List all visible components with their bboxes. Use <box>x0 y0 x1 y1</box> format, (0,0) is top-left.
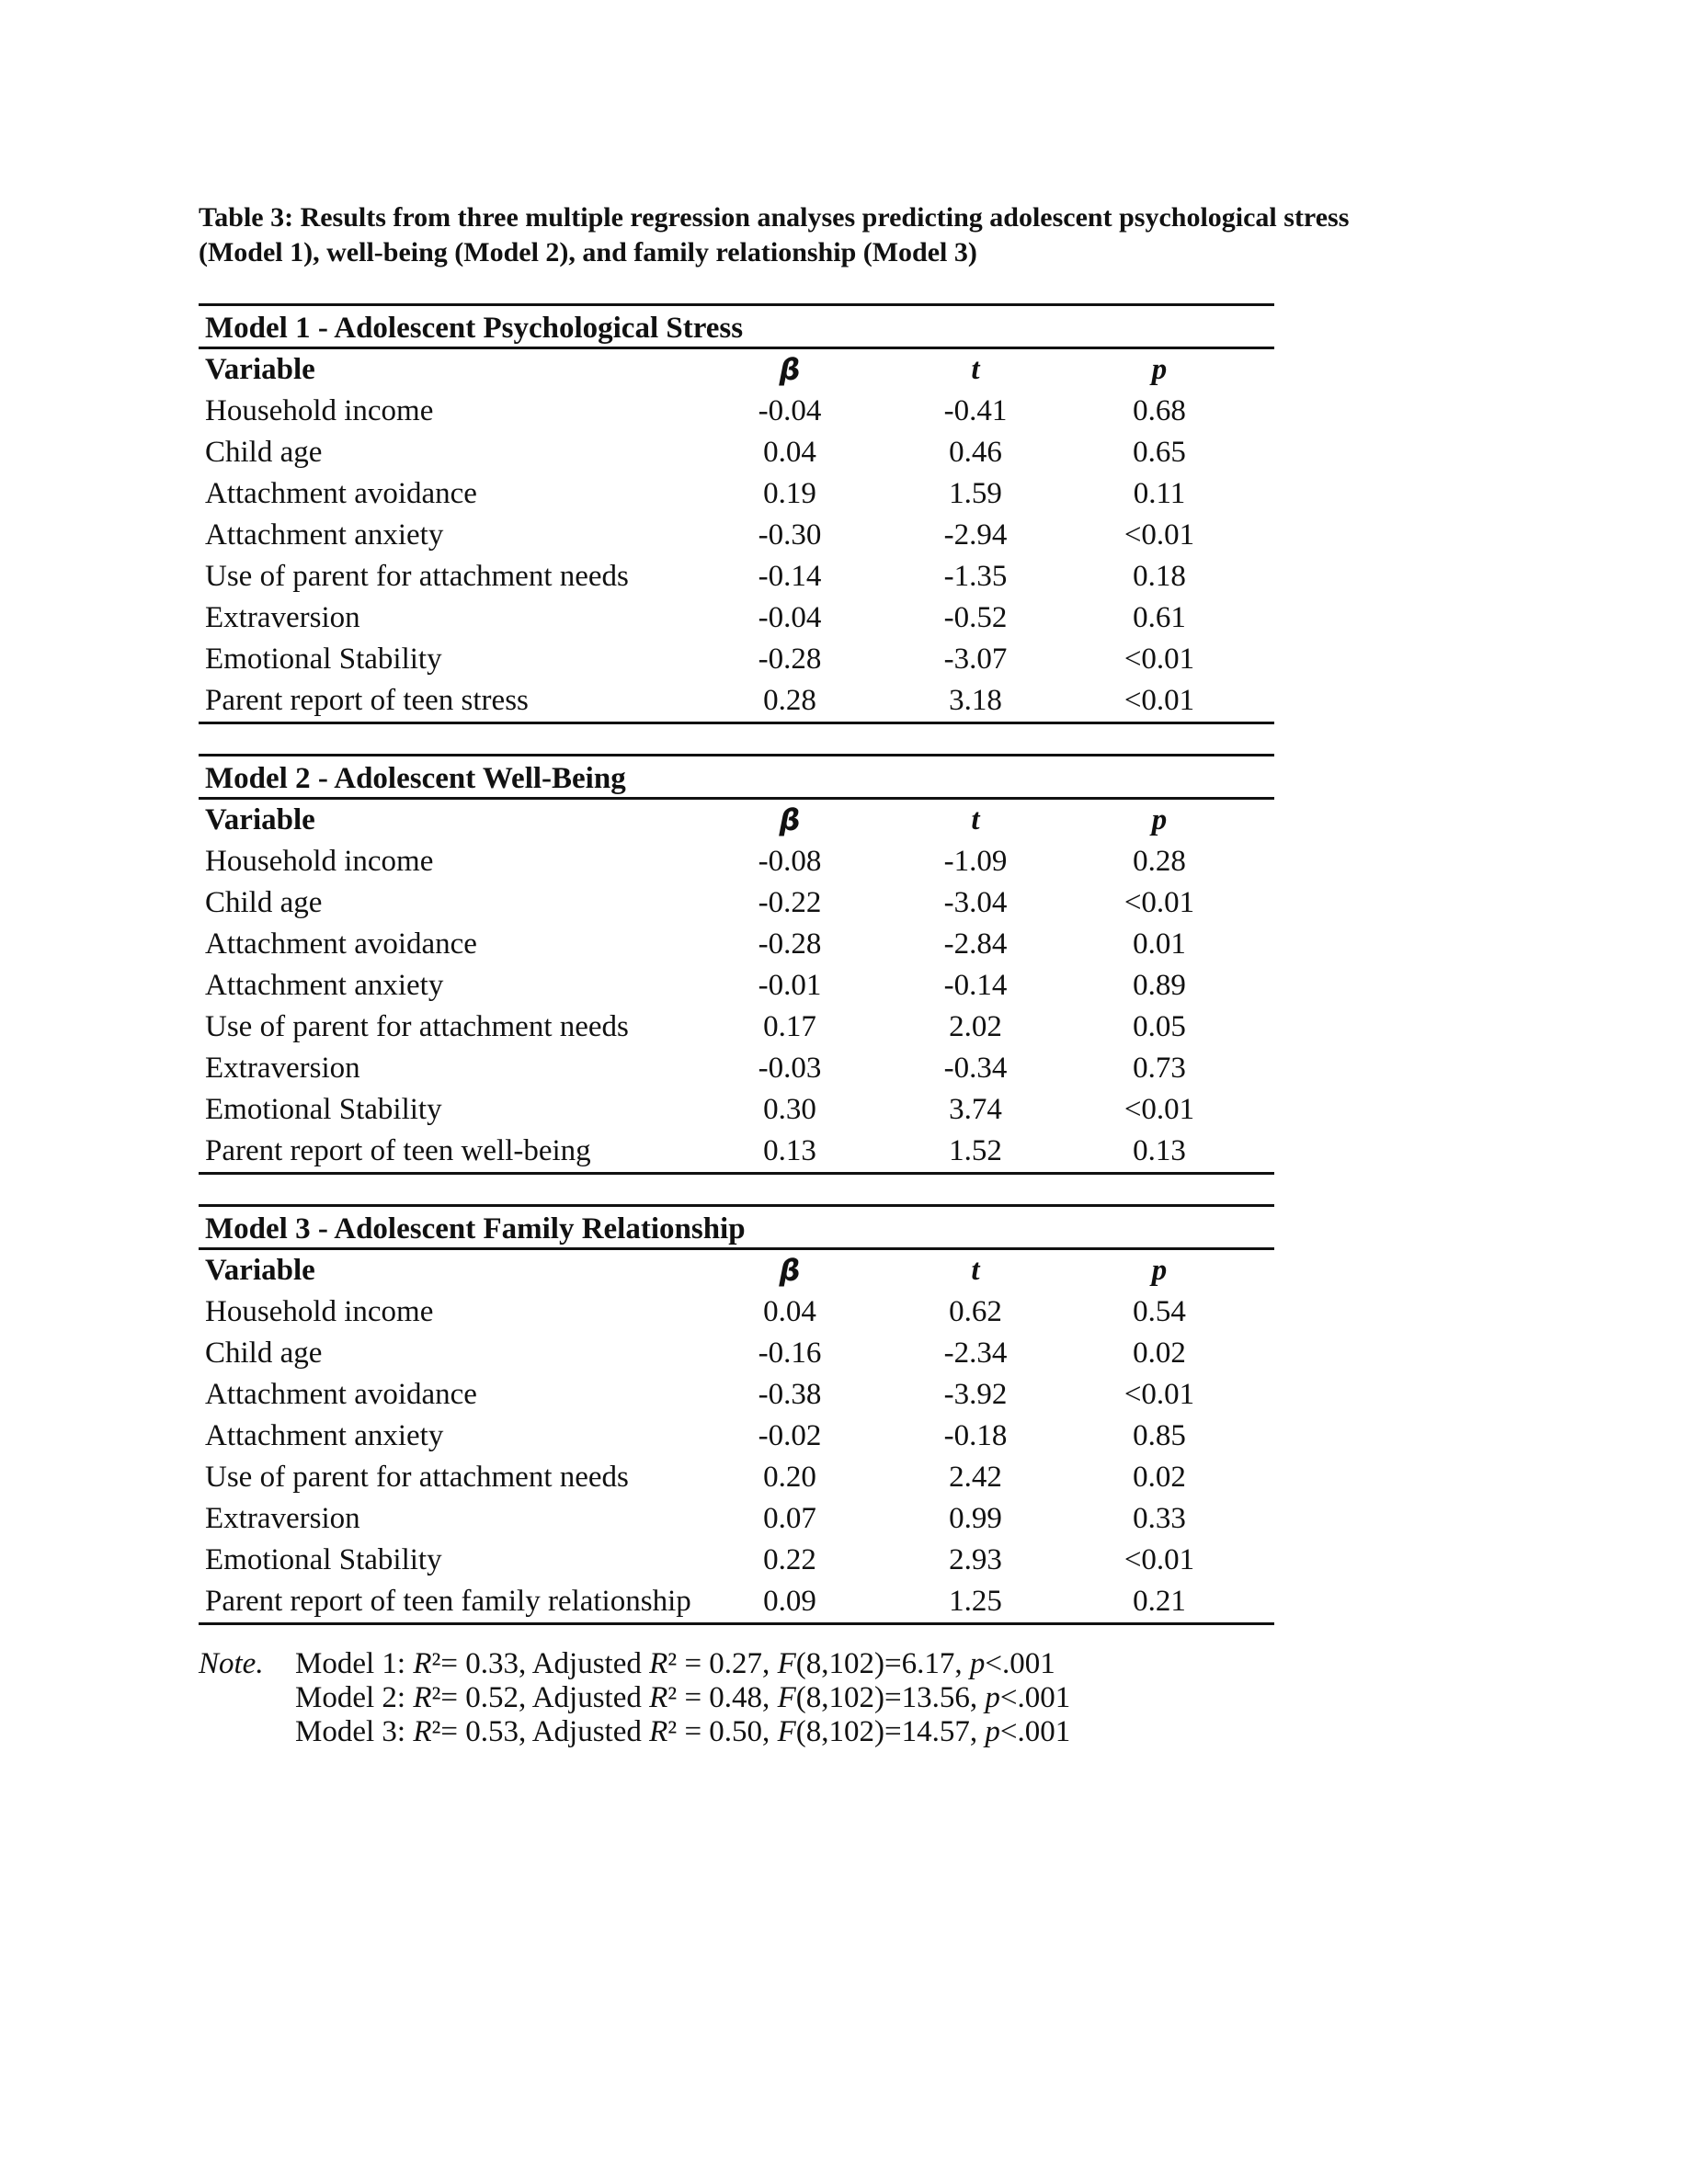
variable-cell: Child age <box>205 886 323 919</box>
t-cell: 2.42 <box>949 1461 1002 1494</box>
note-r2: = 0.53, Adjusted <box>440 1715 650 1748</box>
model-title: Model 3 - Adolescent Family Relationship <box>205 1212 746 1246</box>
table-row <box>199 1007 1274 1048</box>
header-beta: β <box>779 802 801 837</box>
note-label: Note. <box>199 1647 264 1680</box>
t-cell: -3.92 <box>943 1378 1008 1411</box>
table-row <box>199 924 1274 965</box>
bottom-rule <box>199 1622 1274 1625</box>
note-r-symbol: R <box>649 1647 668 1680</box>
variable-cell: Parent report of teen stress <box>205 684 529 717</box>
table-row <box>199 391 1274 432</box>
header-t: t <box>971 1254 980 1287</box>
p-cell: 0.18 <box>1133 560 1186 593</box>
t-cell: -3.04 <box>943 886 1008 919</box>
bottom-rule <box>199 1172 1274 1175</box>
variable-cell: Household income <box>205 394 434 427</box>
beta-cell: -0.03 <box>758 1052 822 1085</box>
beta-cell: -0.28 <box>758 643 822 676</box>
beta-cell: 0.09 <box>763 1585 816 1618</box>
note-adj-r2: = 0.48, <box>677 1681 778 1714</box>
variable-cell: Attachment avoidance <box>205 927 477 961</box>
header-p: p <box>1151 1254 1168 1287</box>
model-table-1 <box>199 303 1274 724</box>
caption-line-1: Table 3: Results from three multiple regression analyses predicting adolescent psychological stress <box>199 202 1350 233</box>
table-row <box>199 432 1274 473</box>
t-cell: -0.34 <box>943 1052 1008 1085</box>
beta-cell: -0.02 <box>758 1419 822 1452</box>
note-p-symbol: p <box>969 1647 986 1680</box>
note-superscript: ² <box>667 1715 678 1748</box>
p-cell: 0.61 <box>1133 601 1186 634</box>
table-caption <box>199 200 1504 270</box>
table-row <box>199 515 1274 556</box>
note-r2: = 0.52, Adjusted <box>440 1681 650 1714</box>
t-cell: 0.46 <box>949 436 1002 469</box>
variable-cell: Emotional Stability <box>205 1093 442 1126</box>
beta-cell: -0.22 <box>758 886 822 919</box>
model-table-3 <box>199 1204 1274 1625</box>
note-adj-r2: = 0.50, <box>677 1715 778 1748</box>
table-row <box>199 1291 1274 1333</box>
variable-cell: Emotional Stability <box>205 643 442 676</box>
beta-cell: 0.30 <box>763 1093 816 1126</box>
beta-cell: 0.04 <box>763 1295 816 1328</box>
note-p-value: <.001 <box>999 1715 1071 1748</box>
t-cell: 0.62 <box>949 1295 1002 1328</box>
p-cell: <0.01 <box>1123 1543 1195 1576</box>
t-cell: 1.52 <box>949 1134 1002 1167</box>
note-p-symbol: p <box>985 1715 1000 1748</box>
p-cell: <0.01 <box>1123 886 1195 919</box>
p-cell: 0.89 <box>1133 969 1186 1002</box>
p-cell: 0.65 <box>1133 436 1186 469</box>
variable-cell: Use of parent for attachment needs <box>205 1010 629 1043</box>
header-variable: Variable <box>205 1254 315 1287</box>
note-line <box>295 1647 1070 1681</box>
note-r-symbol: R <box>413 1681 432 1714</box>
t-cell: 3.18 <box>949 684 1002 717</box>
variable-cell: Child age <box>205 436 323 469</box>
variable-cell: Emotional Stability <box>205 1543 442 1576</box>
variable-cell: Extraversion <box>205 1052 360 1085</box>
p-cell: 0.13 <box>1133 1134 1186 1167</box>
table-row <box>199 1374 1274 1416</box>
t-cell: -0.18 <box>943 1419 1008 1452</box>
beta-cell: -0.04 <box>758 394 822 427</box>
variable-cell: Use of parent for attachment needs <box>205 560 629 593</box>
t-cell: 1.25 <box>949 1585 1002 1618</box>
t-cell: 0.99 <box>949 1502 1002 1535</box>
note-model: Model 2: <box>295 1681 414 1714</box>
t-cell: -1.09 <box>943 845 1008 878</box>
note-r2: = 0.33, Adjusted <box>440 1647 650 1680</box>
p-cell: 0.01 <box>1133 927 1186 961</box>
p-cell: 0.28 <box>1133 845 1186 878</box>
note-f-value: (8,102)=6.17, <box>795 1647 970 1680</box>
beta-cell: 0.13 <box>763 1134 816 1167</box>
table-row <box>199 841 1274 882</box>
note-f-value: (8,102)=14.57, <box>795 1715 986 1748</box>
beta-cell: 0.22 <box>763 1543 816 1576</box>
variable-cell: Attachment anxiety <box>205 1419 444 1452</box>
t-cell: -2.84 <box>943 927 1008 961</box>
caption-line-2: (Model 1), well-being (Model 2), and family relationship (Model 3) <box>199 237 977 267</box>
p-cell: <0.01 <box>1123 643 1195 676</box>
p-cell: 0.02 <box>1133 1337 1186 1370</box>
table-row <box>199 556 1274 597</box>
note-r-symbol: R <box>413 1647 432 1680</box>
p-cell: 0.05 <box>1133 1010 1186 1043</box>
p-cell: 0.21 <box>1133 1585 1186 1618</box>
table-row <box>199 1457 1274 1498</box>
variable-cell: Attachment anxiety <box>205 969 444 1002</box>
table-row <box>199 1048 1274 1089</box>
variable-cell: Parent report of teen family relationship <box>205 1585 691 1618</box>
note-r-symbol: R <box>649 1681 668 1714</box>
t-cell: -0.14 <box>943 969 1008 1002</box>
column-header-row <box>199 800 1274 841</box>
model-title: Model 1 - Adolescent Psychological Stress <box>205 312 744 345</box>
beta-cell: -0.30 <box>758 518 822 552</box>
table-row <box>199 1581 1274 1622</box>
header-beta: β <box>779 1253 801 1288</box>
p-cell: 0.68 <box>1133 394 1186 427</box>
p-cell: 0.33 <box>1133 1502 1186 1535</box>
note-lines <box>295 1647 1070 1749</box>
column-header-row <box>199 349 1274 391</box>
column-header-row <box>199 1250 1274 1291</box>
beta-cell: 0.19 <box>763 477 816 510</box>
beta-cell: -0.08 <box>758 845 822 878</box>
t-cell: 2.93 <box>949 1543 1002 1576</box>
p-cell: 0.73 <box>1133 1052 1186 1085</box>
variable-cell: Parent report of teen well-being <box>205 1134 591 1167</box>
header-t: t <box>971 803 980 836</box>
t-cell: 1.59 <box>949 477 1002 510</box>
header-p: p <box>1151 803 1168 836</box>
table-row <box>199 639 1274 680</box>
table-row <box>199 1089 1274 1131</box>
variable-cell: Attachment anxiety <box>205 518 444 552</box>
t-cell: 2.02 <box>949 1010 1002 1043</box>
note-superscript: ² <box>667 1681 678 1714</box>
p-cell: 0.85 <box>1133 1419 1186 1452</box>
variable-cell: Attachment avoidance <box>205 1378 477 1411</box>
p-cell: <0.01 <box>1123 684 1195 717</box>
p-cell: 0.02 <box>1133 1461 1186 1494</box>
beta-cell: 0.04 <box>763 436 816 469</box>
table-row <box>199 1498 1274 1540</box>
table-row <box>199 965 1274 1007</box>
note-line <box>295 1681 1070 1715</box>
bottom-rule <box>199 722 1274 724</box>
note-f-symbol: F <box>777 1647 796 1680</box>
note-superscript: ² <box>431 1647 441 1680</box>
note-line <box>295 1715 1070 1749</box>
table-row <box>199 473 1274 515</box>
note-adj-r2: = 0.27, <box>677 1647 778 1680</box>
note-f-symbol: F <box>777 1681 796 1714</box>
note-r-symbol: R <box>413 1715 432 1748</box>
header-variable: Variable <box>205 803 315 836</box>
note-p-symbol: p <box>985 1681 1000 1714</box>
t-cell: -0.41 <box>943 394 1008 427</box>
note-superscript: ² <box>431 1715 441 1748</box>
note-superscript: ² <box>667 1647 678 1680</box>
note-superscript: ² <box>431 1681 441 1714</box>
beta-cell: -0.38 <box>758 1378 822 1411</box>
beta-cell: -0.14 <box>758 560 822 593</box>
variable-cell: Extraversion <box>205 601 360 634</box>
variable-cell: Household income <box>205 845 434 878</box>
header-t: t <box>971 353 980 386</box>
variable-cell: Attachment avoidance <box>205 477 477 510</box>
t-cell: -2.34 <box>943 1337 1008 1370</box>
model-table-2 <box>199 754 1274 1175</box>
beta-cell: 0.28 <box>763 684 816 717</box>
p-cell: 0.11 <box>1133 477 1186 510</box>
table-row <box>199 680 1274 722</box>
note-r-symbol: R <box>649 1715 668 1748</box>
beta-cell: -0.01 <box>758 969 822 1002</box>
note-f-symbol: F <box>777 1715 796 1748</box>
t-cell: 3.74 <box>949 1093 1002 1126</box>
note-model: Model 1: <box>295 1647 414 1680</box>
p-cell: <0.01 <box>1123 518 1195 552</box>
beta-cell: 0.07 <box>763 1502 816 1535</box>
table-row <box>199 1333 1274 1374</box>
beta-cell: 0.17 <box>763 1010 816 1043</box>
p-cell: <0.01 <box>1123 1378 1195 1411</box>
header-variable: Variable <box>205 353 315 386</box>
t-cell: -2.94 <box>943 518 1008 552</box>
beta-cell: 0.20 <box>763 1461 816 1494</box>
p-cell: 0.54 <box>1133 1295 1186 1328</box>
beta-cell: -0.16 <box>758 1337 822 1370</box>
note-p-value: <.001 <box>985 1647 1055 1680</box>
variable-cell: Child age <box>205 1337 323 1370</box>
beta-cell: -0.04 <box>758 601 822 634</box>
note-f-value: (8,102)=13.56, <box>795 1681 986 1714</box>
header-p: p <box>1151 353 1168 386</box>
t-cell: -0.52 <box>943 601 1008 634</box>
note-model: Model 3: <box>295 1715 414 1748</box>
variable-cell: Use of parent for attachment needs <box>205 1461 629 1494</box>
note-p-value: <.001 <box>999 1681 1071 1714</box>
beta-cell: -0.28 <box>758 927 822 961</box>
table-row <box>199 1131 1274 1172</box>
model-title: Model 2 - Adolescent Well-Being <box>205 762 626 795</box>
header-beta: β <box>779 352 801 387</box>
t-cell: -3.07 <box>943 643 1008 676</box>
variable-cell: Extraversion <box>205 1502 360 1535</box>
table-row <box>199 1540 1274 1581</box>
table-row <box>199 882 1274 924</box>
variable-cell: Household income <box>205 1295 434 1328</box>
table-row <box>199 597 1274 639</box>
p-cell: <0.01 <box>1123 1093 1195 1126</box>
t-cell: -1.35 <box>943 560 1008 593</box>
table-row <box>199 1416 1274 1457</box>
